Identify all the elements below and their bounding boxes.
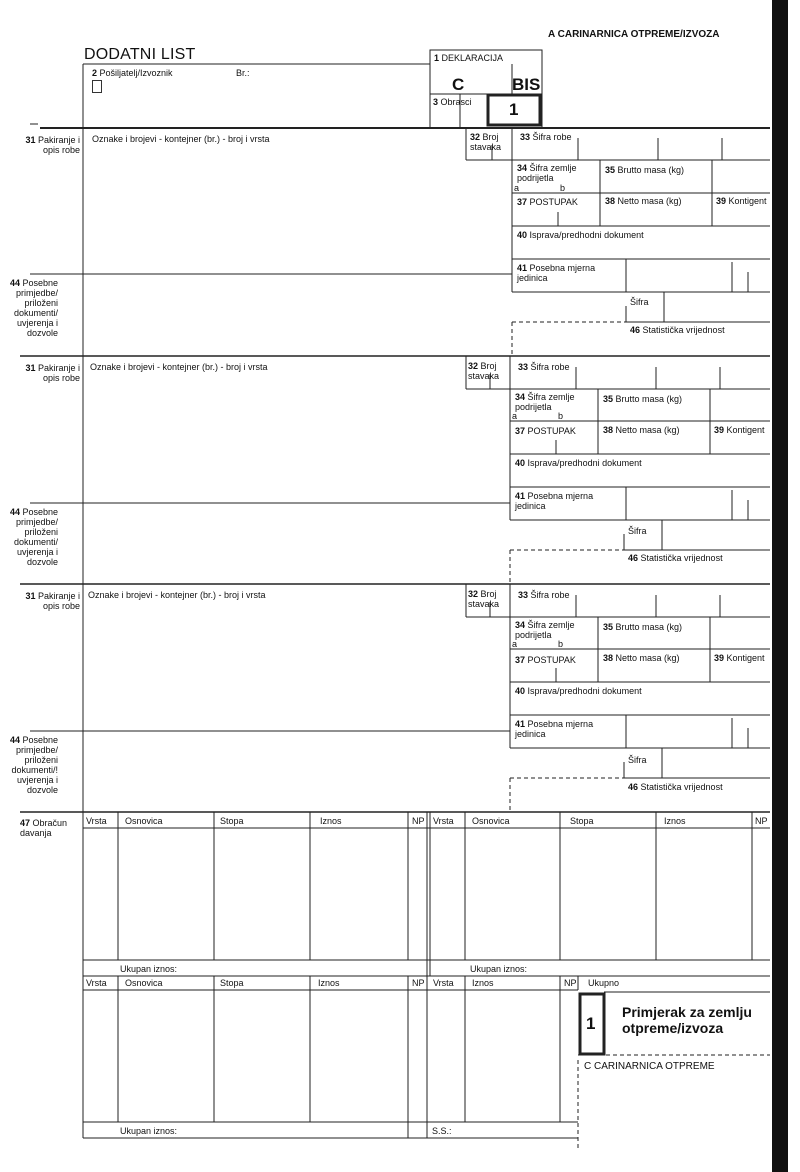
- box2-br: Br.:: [236, 68, 250, 78]
- f39-label: 39 Kontigent: [714, 425, 765, 435]
- f44-label: 44 Posebne primjedbe/ priloženi dokumenti/ uvjerenja i dozvole: [9, 507, 58, 567]
- box1-text: DEKLARACIJA: [441, 53, 504, 63]
- copy-number: 1: [586, 1014, 596, 1033]
- f37-label: 37 POSTUPAK: [515, 426, 576, 436]
- f41-label: 41 Posebna mjerna jedinica: [517, 263, 596, 283]
- f34-a: a: [514, 183, 520, 193]
- col-vrsta: Vrsta: [86, 978, 107, 988]
- f34-label: 34 Šifra zemlje podrijetla: [515, 392, 575, 412]
- f38-label: 38 Netto masa (kg): [603, 425, 680, 435]
- col-vrsta: Vrsta: [86, 816, 107, 826]
- f46-label: 46 Statistička vrijednost: [628, 553, 723, 563]
- box3-label: [433, 97, 472, 107]
- ss-label: S.S.:: [432, 1126, 452, 1136]
- f32-label: 32 Broj stavaka: [468, 361, 500, 381]
- f34-a: a: [512, 639, 518, 649]
- col-iznos: Iznos: [320, 816, 342, 826]
- f33-label: 33 Šifra robe: [518, 362, 570, 372]
- box1-label: [434, 53, 503, 63]
- total-final-label: Ukupno: [588, 978, 620, 988]
- copy-office: C CARINARNICA OTPREME: [584, 1061, 715, 1072]
- f34-label: 34 Šifra zemlje podrijetla: [515, 620, 575, 640]
- f31-desc: Oznake i brojevi - kontejner (br.) - broj i vrsta: [88, 590, 266, 600]
- total-label: Ukupan iznos:: [120, 964, 178, 974]
- box2-num: 2: [92, 68, 98, 78]
- total-label: Ukupan iznos:: [470, 964, 528, 974]
- f35-label: 35 Brutto masa (kg): [603, 394, 683, 404]
- sifra-label: Šifra: [628, 526, 647, 536]
- box1-c: C: [452, 75, 465, 94]
- f35-label: 35 Brutto masa (kg): [605, 165, 685, 175]
- f46-label: 46 Statistička vrijednost: [628, 782, 723, 792]
- f41-label: 41 Posebna mjerna jedinica: [515, 491, 594, 511]
- col-np: NP: [412, 978, 425, 988]
- f32-label: 32 Broj stavaka: [470, 132, 502, 152]
- total-label: Ukupan iznos:: [120, 1126, 178, 1136]
- f46-label: 46 Statistička vrijednost: [630, 325, 725, 335]
- f31-label: 31 Pakiranje i opis robe: [25, 135, 80, 155]
- f41-label: 41 Posebna mjerna jedinica: [515, 719, 594, 739]
- box3-text: Obrasci: [440, 97, 472, 107]
- col-osnovica: Osnovica: [125, 978, 163, 988]
- f37-label: 37 POSTUPAK: [515, 655, 576, 665]
- f31-label: 31 Pakiranje i opis robe: [25, 591, 80, 611]
- f35-label: 35 Brutto masa (kg): [603, 622, 683, 632]
- col-np: NP: [755, 816, 768, 826]
- f32-label: 32 Broj stavaka: [468, 589, 500, 609]
- copy-text: Primjerak za zemlju otpreme/izvoza: [622, 1004, 752, 1036]
- f44-label: 44 Posebne primjedbe/ priloženi dokumenti/! uvjerenja i dozvole: [9, 735, 58, 795]
- f34-b: b: [558, 411, 564, 421]
- col-stopa: Stopa: [220, 816, 244, 826]
- box2-label: [92, 68, 173, 78]
- sifra-label: Šifra: [630, 297, 649, 307]
- f40-label: 40 Isprava/predhodni dokument: [517, 230, 644, 240]
- f31-desc: Oznake i brojevi - kontejner (br.) - broj i vrsta: [92, 134, 270, 144]
- f34-label: 34 Šifra zemlje podrijetla: [517, 163, 577, 183]
- f44-label: 44 Posebne primjedbe/ priloženi dokumenti/ uvjerenja i dozvole: [9, 278, 58, 338]
- col-vrsta: Vrsta: [433, 816, 454, 826]
- f33-label: 33 Šifra robe: [518, 590, 570, 600]
- f40-label: 40 Isprava/predhodni dokument: [515, 686, 642, 696]
- f34-b: b: [558, 639, 564, 649]
- f39-label: 39 Kontigent: [714, 653, 765, 663]
- f40-label: 40 Isprava/predhodni dokument: [515, 458, 642, 468]
- col-iznos: Iznos: [664, 816, 686, 826]
- box2-text: Pošiljatelj/Izvoznik: [99, 68, 173, 78]
- box1-num: 1: [434, 53, 440, 63]
- sifra-label: Šifra: [628, 755, 647, 765]
- col-iznos: Iznos: [318, 978, 340, 988]
- f31-label: 31 Pakiranje i opis robe: [25, 363, 80, 383]
- f34-a: a: [512, 411, 518, 421]
- col-iznos: Iznos: [472, 978, 494, 988]
- col-np: NP: [412, 816, 425, 826]
- f38-label: 38 Netto masa (kg): [603, 653, 680, 663]
- col-osnovica: Osnovica: [125, 816, 163, 826]
- box3-value: 1: [509, 100, 519, 119]
- box3-num: 3: [433, 97, 439, 107]
- f37-label: 37 POSTUPAK: [517, 197, 578, 207]
- col-stopa: Stopa: [220, 978, 244, 988]
- col-osnovica: Osnovica: [472, 816, 510, 826]
- f34-b: b: [560, 183, 566, 193]
- form-title: DODATNI LIST: [84, 46, 196, 63]
- col-np: NP: [564, 978, 577, 988]
- f33-label: 33 Šifra robe: [520, 132, 572, 142]
- f31-desc: Oznake i brojevi - kontejner (br.) - broj i vrsta: [90, 362, 268, 372]
- col-stopa: Stopa: [570, 816, 594, 826]
- box1-bis: BIS: [512, 75, 541, 94]
- f38-label: 38 Netto masa (kg): [605, 196, 682, 206]
- f47-label: 47 Obračun davanja: [20, 818, 68, 838]
- col-vrsta: Vrsta: [433, 978, 454, 988]
- f39-label: 39 Kontigent: [716, 196, 767, 206]
- copy-title: A CARINARNICA OTPREME/IZVOZA: [548, 29, 720, 40]
- box2-checkbox[interactable]: [92, 80, 102, 93]
